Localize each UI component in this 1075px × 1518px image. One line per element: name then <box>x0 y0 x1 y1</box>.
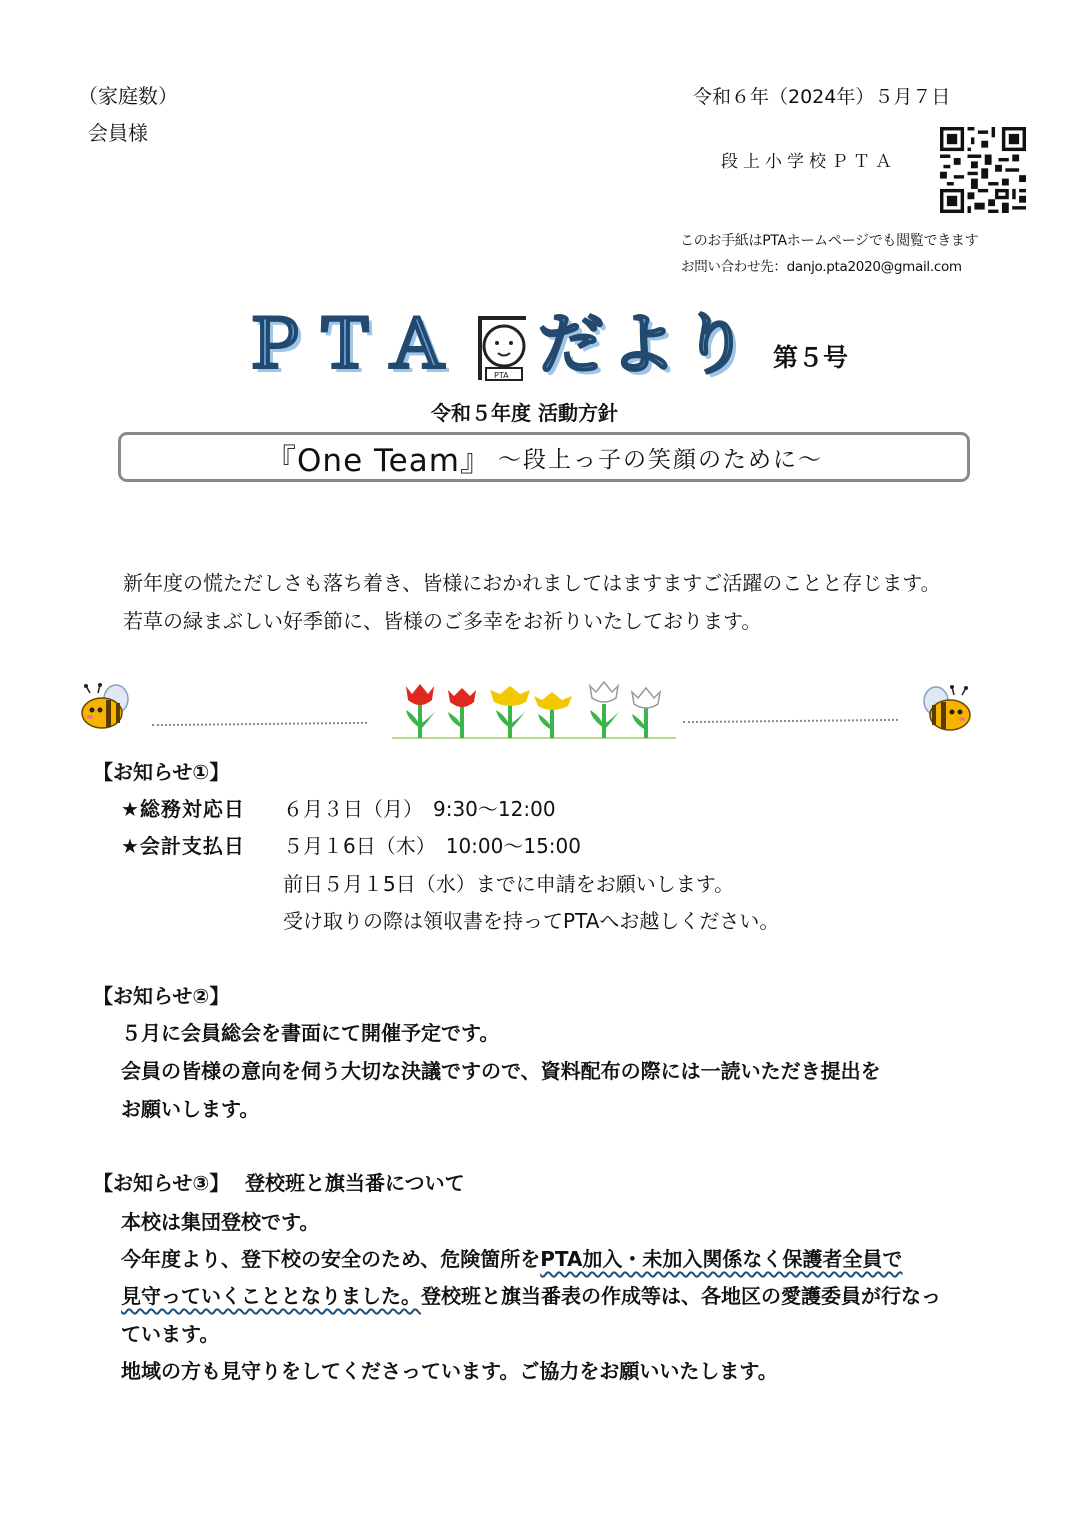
motto-japanese: 〜段上っ子の笑顔のために〜 <box>497 446 823 473</box>
notice-1-heading: 【お知らせ①】 <box>93 760 230 784</box>
notice-3-line-5: 地域の方も見守りをしてくださっています。ご協力をお願いいたします。 <box>121 1359 778 1383</box>
bee-right-icon <box>914 685 976 735</box>
notice-3-line-2 <box>121 1243 902 1272</box>
recipient-members: 会員様 <box>88 121 148 145</box>
notice-1-item-1-label: ★総務対応日 <box>121 797 245 821</box>
notice-3-line-3 <box>121 1280 941 1309</box>
notice-3-heading: 【お知らせ③】 <box>93 1171 230 1195</box>
motto-box <box>118 432 970 482</box>
title-pta: ＰＴＡ <box>240 306 456 383</box>
notice-3-subheading: 登校班と旗当番について <box>245 1171 465 1195</box>
issue-number: 第５号 <box>773 343 849 372</box>
newsletter-title <box>240 302 760 388</box>
issue-date: 令和６年（2024年）５月７日 <box>693 86 951 108</box>
recipient-count: （家庭数） <box>78 84 178 108</box>
notice-2-heading: 【お知らせ②】 <box>93 984 230 1008</box>
notice-2-line-1: ５月に会員総会を書面にて開催予定です。 <box>121 1021 500 1045</box>
greeting-line-1: 新年度の慌ただしさも落ち着き、皆様におかれましてはますますご活躍のことと存じます。 <box>123 571 941 595</box>
notice-1-item-1-value: ６月３日（月） 9:30〜12:00 <box>283 797 556 821</box>
motto-english: 『One Team』 <box>265 442 492 479</box>
notice-3-line-3a-emphasis: 見守っていくこととなりました。 <box>121 1284 421 1308</box>
notice-1-item-2-label: ★会計支払日 <box>121 834 245 858</box>
policy-label: 令和５年度 活動方針 <box>431 401 618 425</box>
notice-3-line-3b: 登校班と旗当番表の作成等は、各地区の愛護委員が行なっ <box>421 1284 941 1308</box>
qr-code-icon[interactable] <box>940 126 1026 214</box>
notice-1-note-2: 受け取りの際は領収書を持ってPTAへお越しください。 <box>283 909 780 933</box>
notice-3-line-2a: 今年度より、登下校の安全のため、危険箇所を <box>121 1247 541 1271</box>
bee-left-icon <box>76 683 138 733</box>
notice-1-note-1: 前日５月１5日（水）までに申請をお願いします。 <box>283 872 735 896</box>
contact-email[interactable]: お問い合わせ先：danjo.pta2020@gmail.com <box>681 259 962 275</box>
greeting-line-2: 若草の緑まぶしい好季節に、皆様のご多幸をお祈りいたしております。 <box>123 609 762 633</box>
homepage-note: このお手紙はPTAホームページでも閲覧できます <box>680 233 979 249</box>
notice-3-line-1: 本校は集団登校です。 <box>121 1210 320 1234</box>
divider-dotted-left <box>152 722 367 726</box>
notice-3-line-2b-emphasis: PTA加入・未加入関係なく保護者全員で <box>540 1247 903 1271</box>
notice-2-line-2: 会員の皆様の意向を伺う大切な決議ですので、資料配布の際には一読いただき提出を <box>121 1059 881 1083</box>
notice-1-item-2-value: ５月１6日（木） 10:00〜15:00 <box>283 834 581 858</box>
pta-mascot-logo-icon <box>472 310 532 386</box>
notice-2-line-3: お願いします。 <box>121 1097 260 1121</box>
notice-3-line-4: ています。 <box>121 1322 220 1346</box>
divider-dotted-right <box>683 719 898 723</box>
tulip-row-icon <box>392 680 676 742</box>
title-dayori: だより <box>538 306 754 383</box>
sender-name: 段上小学校ＰＴＡ <box>721 152 897 172</box>
logo-text: PTA <box>494 371 509 380</box>
